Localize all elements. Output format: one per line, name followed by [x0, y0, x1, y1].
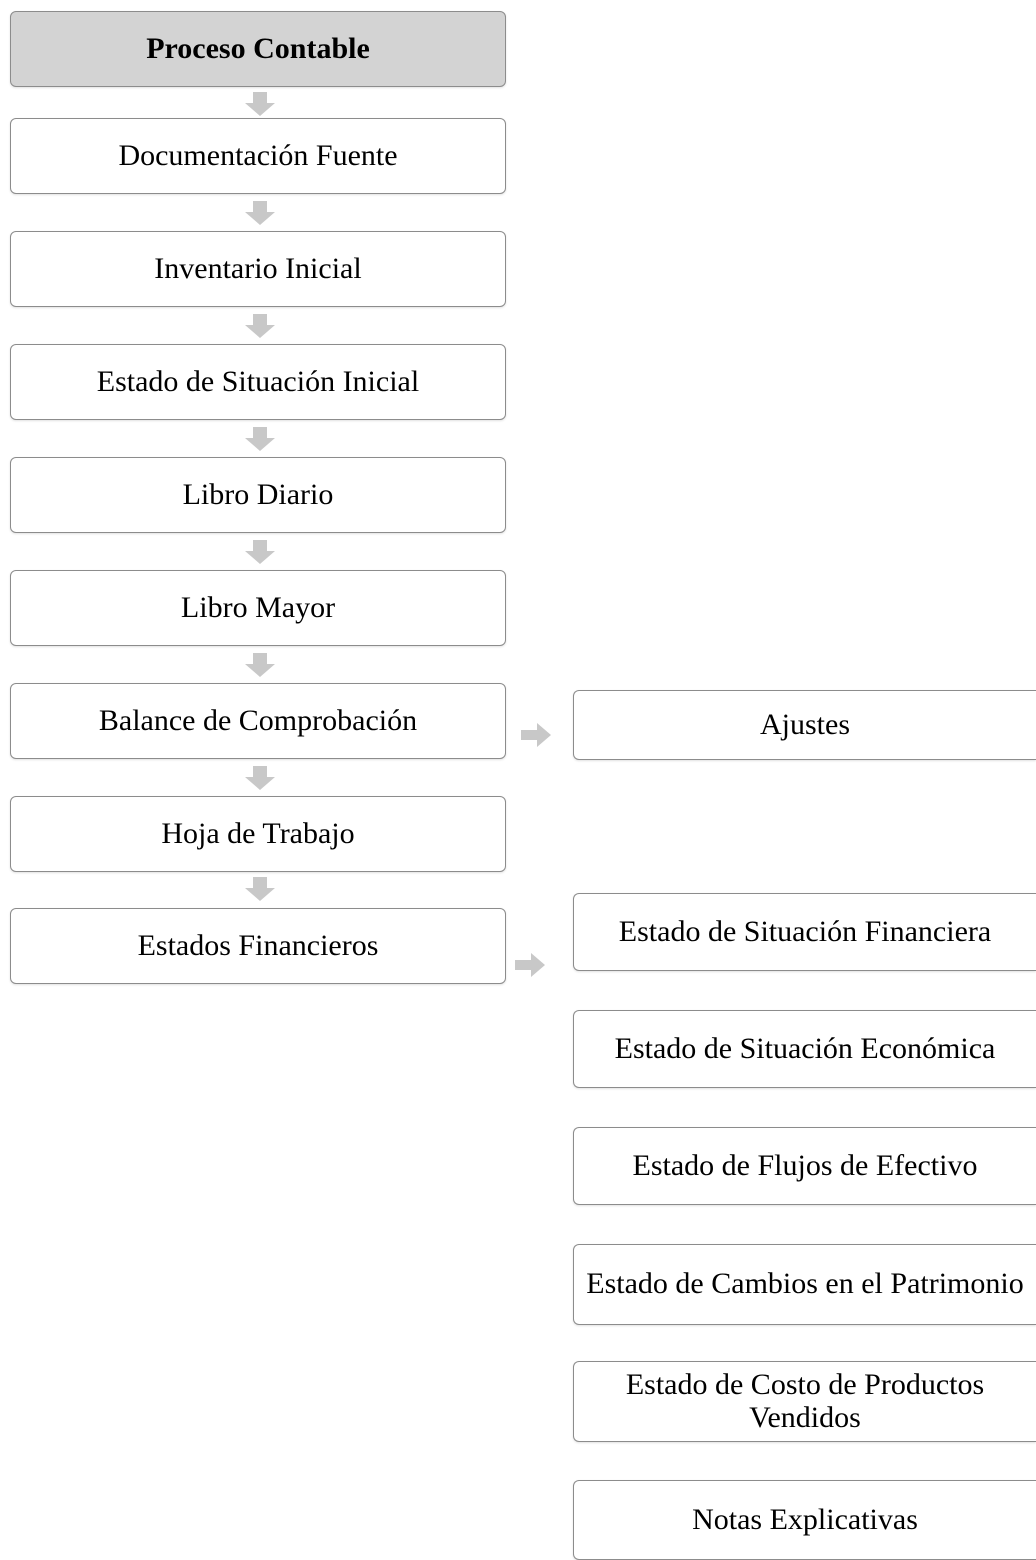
statement-label: Notas Explicativas [692, 1502, 918, 1536]
statement-label: Estado de Flujos de Efectivo [632, 1148, 978, 1182]
step-initial-position-statement [10, 344, 506, 420]
process-title [10, 11, 506, 87]
step-label: Balance de Comprobación [98, 703, 418, 737]
statement-changes-in-equity [573, 1244, 1036, 1325]
step-source-documents [10, 118, 506, 194]
statement-label: Estado de Costo de Productos Vendidos [625, 1368, 985, 1434]
down-arrow-icon [245, 427, 275, 451]
step-journal [10, 457, 506, 533]
step-label: Libro Diario [182, 477, 334, 511]
adjustments-box [573, 690, 1036, 760]
down-arrow-icon [245, 314, 275, 338]
statement-label: Estado de Situación Financiera [618, 914, 992, 948]
step-label: Estados Financieros [137, 928, 379, 962]
down-arrow-icon [245, 877, 275, 901]
down-arrow-icon [245, 92, 275, 116]
statement-label: Estado de Situación Económica [614, 1031, 996, 1065]
down-arrow-icon [245, 653, 275, 677]
step-label: Inventario Inicial [154, 251, 362, 285]
adjustments-label: Ajustes [760, 707, 850, 741]
statement-economic-position [573, 1010, 1036, 1088]
statement-cash-flows [573, 1127, 1036, 1205]
step-label: Estado de Situación Inicial [96, 364, 420, 398]
step-label: Libro Mayor [180, 590, 336, 624]
statement-explanatory-notes [573, 1480, 1036, 1560]
step-initial-inventory [10, 231, 506, 307]
statement-cost-of-goods-sold [573, 1361, 1036, 1442]
process-title-text: Proceso Contable [146, 31, 370, 65]
down-arrow-icon [245, 540, 275, 564]
step-label: Documentación Fuente [118, 138, 398, 172]
right-arrow-icon [521, 723, 551, 747]
step-trial-balance [10, 683, 506, 759]
down-arrow-icon [245, 201, 275, 225]
step-worksheet [10, 796, 506, 872]
step-financial-statements [10, 908, 506, 984]
down-arrow-icon [245, 766, 275, 790]
step-label: Hoja de Trabajo [161, 816, 355, 850]
statement-label: Estado de Cambios en el Patrimonio [586, 1267, 1024, 1301]
step-ledger [10, 570, 506, 646]
statement-financial-position [573, 893, 1036, 971]
right-arrow-icon [515, 953, 545, 977]
